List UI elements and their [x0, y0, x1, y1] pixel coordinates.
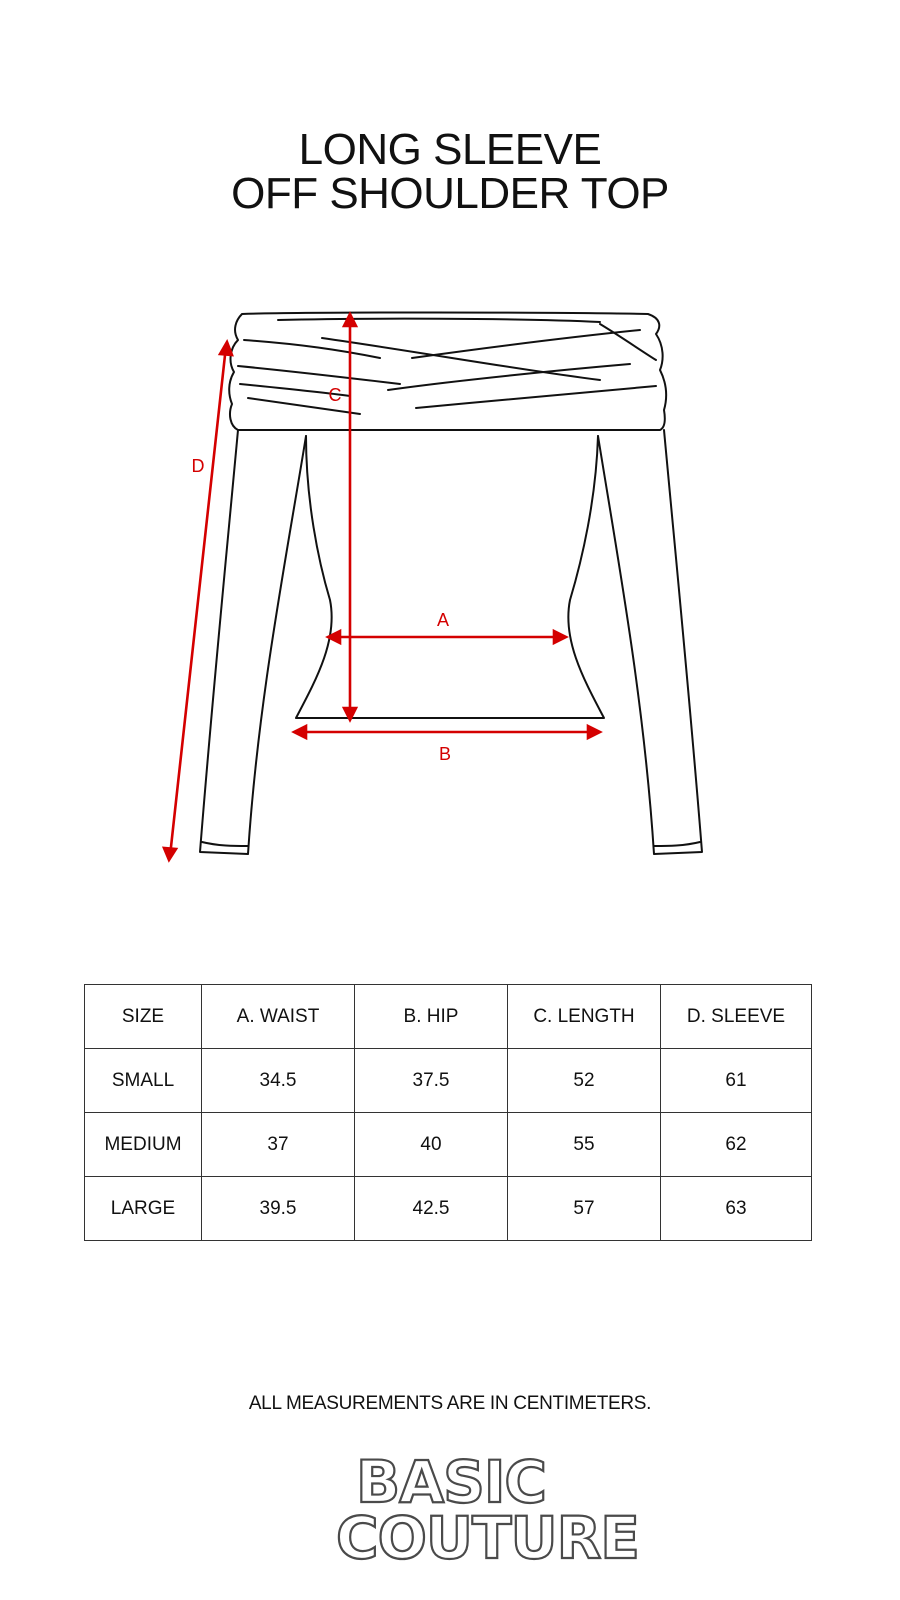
cell-waist: 39.5: [202, 1177, 355, 1241]
cell-sleeve: 62: [661, 1113, 812, 1177]
title-line-1: LONG SLEEVE: [298, 125, 602, 174]
garment-diagram: [0, 280, 900, 900]
header-sleeve: D. SLEEVE: [661, 985, 812, 1049]
header-length: C. LENGTH: [508, 985, 661, 1049]
brand-logo-line-2: COUTURE: [336, 1504, 639, 1572]
table-row: [85, 1049, 812, 1113]
measure-d-line: [170, 346, 226, 856]
cell-hip: 42.5: [355, 1177, 508, 1241]
header-size: SIZE: [85, 985, 202, 1049]
cell-length: 57: [508, 1177, 661, 1241]
cell-sleeve: 61: [661, 1049, 812, 1113]
cell-waist: 34.5: [202, 1049, 355, 1113]
table-row: [85, 1177, 812, 1241]
cell-size: MEDIUM: [85, 1113, 202, 1177]
table-row: [85, 1113, 812, 1177]
measurement-note: ALL MEASUREMENTS ARE IN CENTIMETERS.: [248, 1393, 652, 1414]
left-sleeve-outline: [200, 430, 306, 854]
header-waist: A. WAIST: [202, 985, 355, 1049]
cell-waist: 37: [202, 1113, 355, 1177]
cell-length: 55: [508, 1113, 661, 1177]
header-hip: B. HIP: [355, 985, 508, 1049]
page-title: [0, 125, 900, 218]
brand-logo-line-1: BASIC: [355, 1448, 546, 1516]
right-sleeve-outline: [598, 430, 702, 854]
cell-size: SMALL: [85, 1049, 202, 1113]
cell-length: 52: [508, 1049, 661, 1113]
table-header-row: [85, 985, 812, 1049]
measure-c-label: C: [328, 385, 342, 405]
measure-a-label: A: [436, 610, 450, 630]
body-outline: [296, 436, 604, 718]
measure-d-label: D: [191, 456, 205, 476]
cell-size: LARGE: [85, 1177, 202, 1241]
cell-hip: 40: [355, 1113, 508, 1177]
cell-hip: 37.5: [355, 1049, 508, 1113]
cell-sleeve: 63: [661, 1177, 812, 1241]
title-line-2: OFF SHOULDER TOP: [231, 169, 669, 218]
brand-logo: [336, 1448, 639, 1572]
measure-b-label: B: [438, 744, 452, 764]
size-chart-table: [84, 984, 812, 1241]
